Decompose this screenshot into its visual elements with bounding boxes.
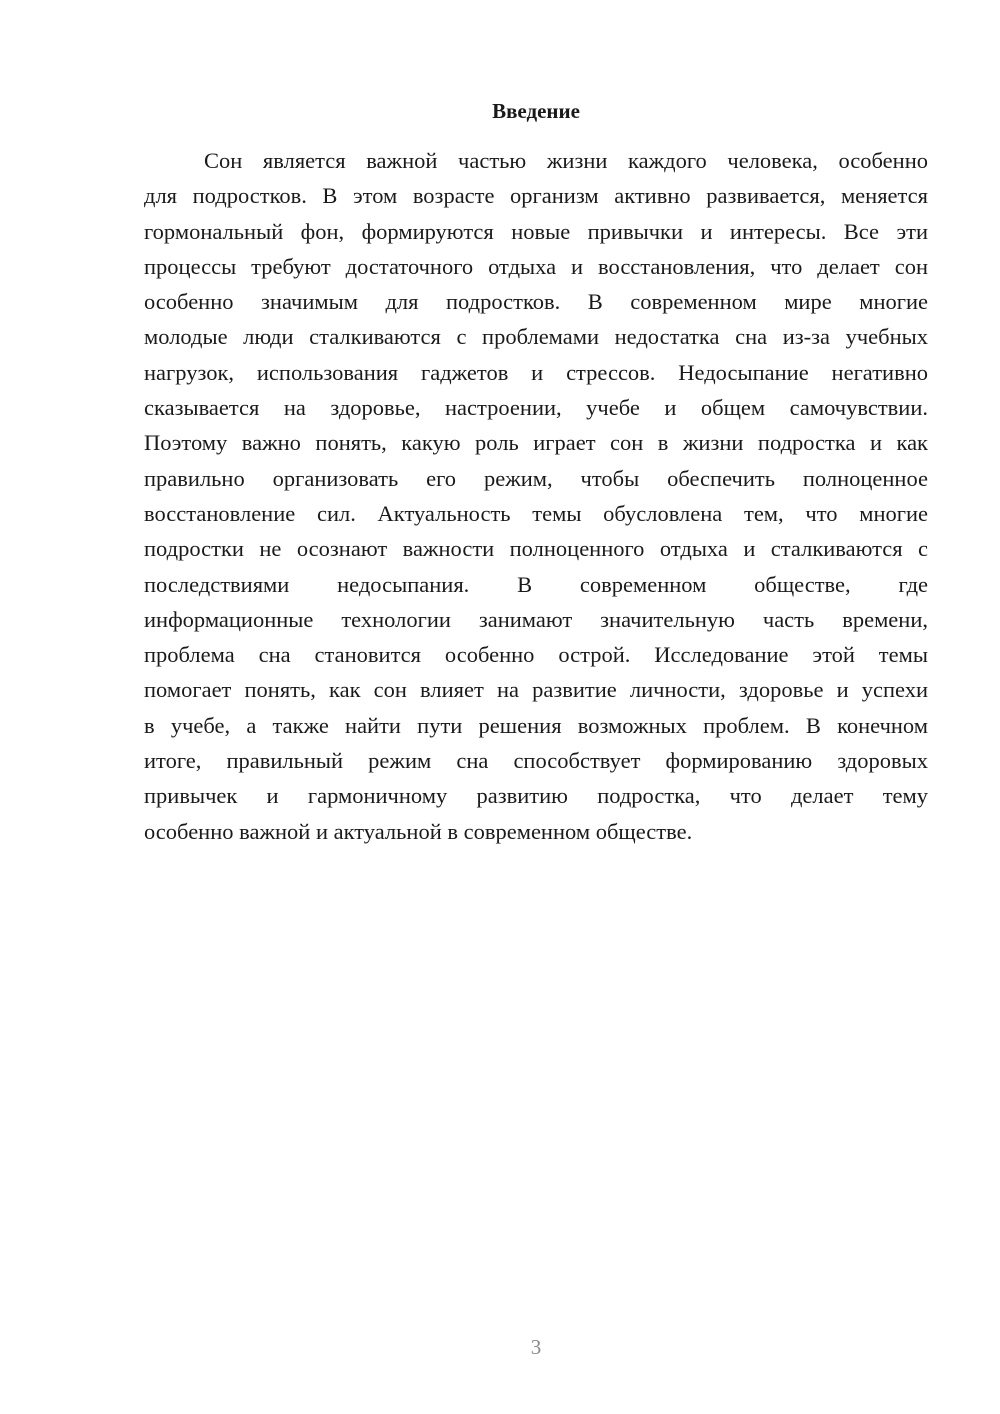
paragraph-line: в учебе, а также найти пути решения возможных проблем. В конечном	[144, 712, 928, 738]
paragraph-line: сказывается на здоровье, настроении, учебе и общем самочувствии.	[144, 395, 928, 421]
paragraph-line: правильно организовать его режим, чтобы обеспечить полноценное	[144, 465, 928, 491]
paragraph-line: восстановление сил. Актуальность темы обусловлена тем, что многие	[144, 500, 928, 526]
paragraph-line: гормональный фон, формируются новые привычки и интересы. Все эти	[144, 218, 928, 244]
paragraph-line: Сон является важной частью жизни каждого человека, особенно	[204, 148, 928, 173]
paragraph-line: подростки не осознают важности полноценного отдыха и сталкиваются с	[144, 536, 928, 562]
paragraph-line: особенно значимым для подростков. В современном мире многие	[144, 289, 928, 315]
paragraph-line: итоге, правильный режим сна способствует формированию здоровых	[144, 748, 928, 774]
paragraph-line: процессы требуют достаточного отдыха и восстановления, что делает сон	[144, 253, 928, 279]
paragraph-line: для подростков. В этом возрасте организм активно развивается, меняется	[144, 183, 928, 209]
page-number: 3	[530, 1335, 542, 1359]
paragraph-line: особенно важной и актуальной в современном обществе.	[144, 818, 693, 844]
paragraph-line: последствиями недосыпания. В современном обществе, где	[144, 571, 928, 597]
paragraph-line: молодые люди сталкиваются с проблемами недостатка сна из-за учебных	[144, 324, 928, 350]
body-paragraph	[144, 143, 928, 849]
paragraph-line: привычек и гармоничному развитию подростка, что делает тему	[144, 783, 928, 809]
paragraph-line: информационные технологии занимают значительную часть времени,	[144, 606, 928, 632]
paragraph-line: Поэтому важно понять, какую роль играет сон в жизни подростка и как	[144, 430, 928, 456]
paragraph-line: нагрузок, использования гаджетов и стрессов. Недосыпание негативно	[144, 359, 928, 385]
paragraph-line: помогает понять, как сон влияет на развитие личности, здоровье и успехи	[144, 677, 928, 703]
section-heading: Введение	[492, 99, 580, 123]
paragraph-line: проблема сна становится особенно острой. Исследование этой темы	[144, 642, 928, 668]
